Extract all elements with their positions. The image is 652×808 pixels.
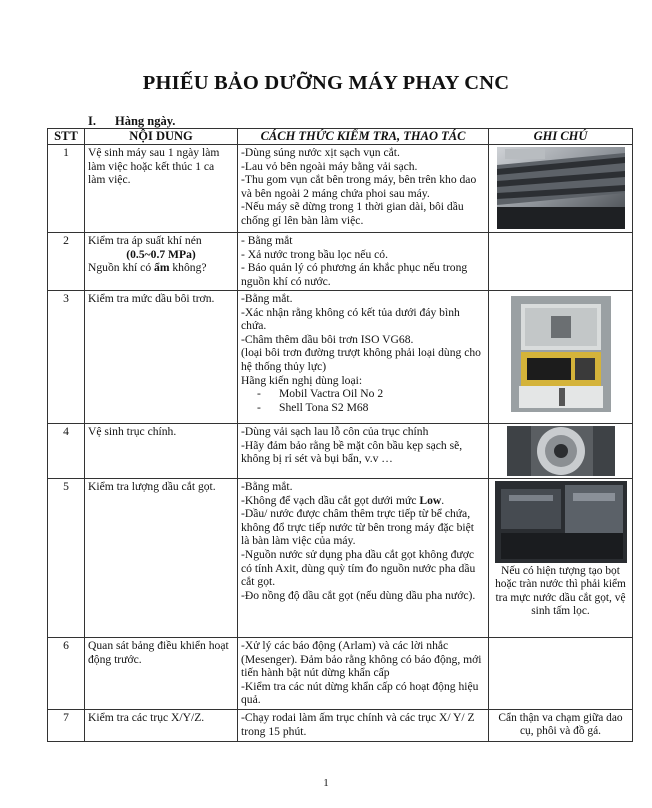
- note-text: Nếu có hiện tượng tạo bọt hoặc tràn nước thì phải kiểm tra mực nước dầu cắt gọt, vệ sinh tấm lọc.: [495, 565, 626, 618]
- row-content: Vệ sinh máy sau 1 ngày làm làm việc hoặc kết thúc 1 ca làm việc.: [85, 145, 238, 233]
- row-content: Kiểm tra lượng dầu cắt gọt.: [85, 479, 238, 638]
- method-emphasis: Low: [419, 493, 442, 507]
- row-stt: 2: [48, 233, 85, 291]
- method-line: -Bằng mắt.: [241, 480, 293, 493]
- row-method: [238, 233, 489, 291]
- table-row: [48, 291, 633, 424]
- method-line: -Bằng mắt.: [241, 292, 293, 305]
- row-method: [238, 479, 489, 638]
- dash: -: [257, 387, 261, 401]
- method-line: - Xả nước trong bầu lọc nếu có.: [241, 247, 388, 261]
- row-stt: 6: [48, 638, 85, 710]
- method-text: .: [441, 493, 445, 507]
- table-header-row: [48, 129, 633, 145]
- maintenance-table: [47, 128, 633, 742]
- row-content: [85, 233, 238, 291]
- row-stt: 3: [48, 291, 85, 424]
- row-note: [489, 145, 633, 233]
- row-note: [489, 291, 633, 424]
- row-stt: 7: [48, 710, 85, 742]
- table-row: [48, 145, 633, 233]
- method-line: -Kiểm tra các nút dừng khẩn cấp có hoạt động hiệu quả.: [241, 679, 479, 707]
- table-row: [48, 479, 633, 638]
- header-method: CÁCH THỨC KIỂM TRA, THAO TÁC: [238, 129, 489, 145]
- method-line: -Thu gom vụn cắt bên trong máy, bên trên kho dao và bên ngoài 2 máng chứa phoi sau máy.: [241, 173, 477, 200]
- row-method: [238, 638, 489, 710]
- content-emphasis: ẩm: [154, 261, 170, 275]
- oil-name: Shell Tona S2 M68: [279, 400, 369, 414]
- method-line: [241, 494, 485, 508]
- dash: -: [257, 400, 261, 414]
- page-number: 1: [323, 777, 329, 789]
- row-stt: 4: [48, 424, 85, 479]
- row-stt: 1: [48, 145, 85, 233]
- page-title: PHIẾU BẢO DƯỠNG MÁY PHAY CNC: [142, 72, 510, 94]
- oil-item: [241, 387, 485, 401]
- method-line: -Nếu máy sẽ dừng trong 1 thời gian dài, bôi dầu chống gỉ lên bàn làm việc.: [241, 200, 464, 227]
- header-content: NỘI DUNG: [85, 129, 238, 145]
- method-line: -Dùng súng nước xịt sạch vụn cắt.: [241, 146, 400, 159]
- method-line: -Dùng vải sạch lau lỗ côn của trục chính: [241, 425, 429, 438]
- table-row: [48, 638, 633, 710]
- row-method: [238, 145, 489, 233]
- section-heading: [88, 114, 175, 129]
- oil-item: [241, 401, 485, 415]
- content-text: không?: [169, 261, 207, 275]
- method-line: -Xác nhận rằng không có kết tủa dưới đáy bình chứa.: [241, 305, 460, 333]
- method-line: -Xử lý các báo động (Arlam) và các lời nhắc (Mesenger). Đảm bảo rằng không có báo động, mới tiến hành bật nút dừng khẩn cấp: [241, 639, 482, 680]
- row-method: [238, 291, 489, 424]
- table-row: [48, 710, 633, 742]
- method-line: - Bằng mắt: [241, 234, 293, 247]
- method-line: -Đo nồng độ dầu cắt gọt (nếu dùng dầu pha nước).: [241, 588, 476, 602]
- row-content: Kiểm tra các trục X/Y/Z.: [85, 710, 238, 742]
- row-note: [489, 233, 633, 291]
- row-note: [489, 424, 633, 479]
- method-text: -Không để vạch dầu cắt gọt dưới mức: [241, 493, 420, 507]
- content-line: Kiểm tra áp suất khí nén: [88, 234, 202, 247]
- method-line: -Lau vỏ bên ngoài máy bằng vải sạch.: [241, 159, 418, 173]
- method-line: (loại bôi trơn đường trượt không phải loại dùng cho hệ thống thủy lực): [241, 346, 481, 373]
- table-row: [48, 233, 633, 291]
- row-method: [238, 710, 489, 742]
- row-note: [489, 638, 633, 710]
- content-line: [88, 261, 234, 275]
- row-note: [489, 710, 633, 742]
- row-content: Quan sát bảng điều khiển hoạt động trước.: [85, 638, 238, 710]
- method-line: - Báo quản lý có phương án khắc phục nếu trong nguồn khí có nước.: [241, 261, 468, 288]
- method-line: Hãng kiến nghị dùng loại:: [241, 373, 363, 387]
- section-label: Hàng ngày.: [115, 114, 176, 128]
- section-number: I.: [88, 114, 96, 128]
- method-line: -Nguồn nước sử dụng pha dầu cắt gọt không được có tính Axit, dùng quỳ tím đo nguồn nước pha dầu cắt gọt.: [241, 547, 476, 589]
- oil-name: Mobil Vactra Oil No 2: [279, 387, 384, 401]
- note-text: Cẩn thận va chạm giữa dao cụ, phôi và đồ gá.: [498, 712, 623, 738]
- method-line: -Châm thêm dầu bôi trơn ISO VG68.: [241, 332, 414, 346]
- table-row: [48, 424, 633, 479]
- cnc-table-photo: [497, 147, 625, 229]
- row-content: Kiểm tra mức dầu bôi trơn.: [85, 291, 238, 424]
- row-stt: 5: [48, 479, 85, 638]
- content-text: Nguồn khí có: [88, 261, 155, 275]
- row-method: [238, 424, 489, 479]
- spindle-photo: [507, 426, 615, 476]
- row-content: Vệ sinh trục chính.: [85, 424, 238, 479]
- row-note: [489, 479, 633, 638]
- method-line: -Chạy rodai làm ấm trục chính và các trục X/ Y/ Z trong 15 phút.: [241, 711, 475, 738]
- header-note: GHI CHÚ: [489, 129, 633, 145]
- pressure-range: (0.5~0.7 MPa): [126, 247, 196, 261]
- method-line: -Dầu/ nước được châm thêm trực tiếp từ bể chứa, không đổ trực tiếp nước từ bên trong máy đặc biệt là bàn làm việc của máy.: [241, 507, 474, 548]
- method-line: -Hãy đảm bảo rằng bề mặt côn bầu kẹp sạch sẽ, không bị rỉ sét và bụi bẩn, v.v …: [241, 438, 463, 466]
- header-stt: STT: [48, 129, 85, 145]
- lubrication-pump-photo: [511, 296, 611, 412]
- coolant-tank-photo: [495, 481, 627, 563]
